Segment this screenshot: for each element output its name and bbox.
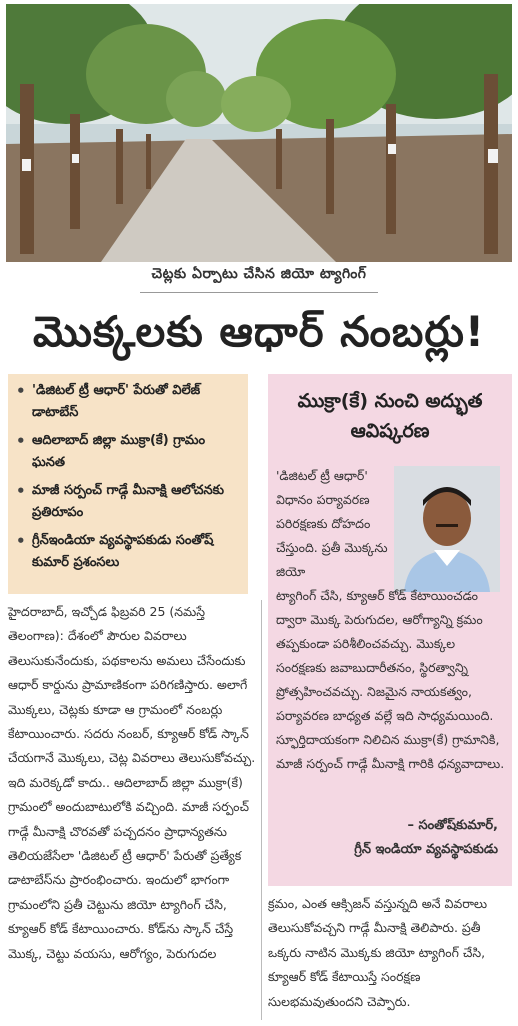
highlight-item: • 'డిజిటల్ ట్రీ ఆధార్' పేరుతో విలేజ్ డాటాబేస్ [16,382,201,420]
bullet-icon: • [16,382,26,400]
news-photo [6,4,512,262]
highlights-box [8,374,248,594]
article-body-right: క్రమం, ఎంత ఆక్సిజన్ వస్తున్నది అనే వివరాలు తెలుసుకోవచ్చని గాడ్గే మీనాక్షి తెలిపారు. ప్రతీ ఒక్కరు నాటిన మొక్కకు జియో ట్యాగింగ్ చేసి, క్యూఆర్ కోడ్ కేటాయిస్తే సంరక్షణ సులభమవుతుందని చెప్పారు. [268,896,488,1009]
highlight-item: • గ్రీన్‌ఇండియా వ్యవస్థాపకుడు సంతోష్ కుమార్ ప్రశంసలు [16,532,214,570]
sidebar-title: ముక్రా(కే) నుంచి అద్భుత ఆవిష్కరణ [297,390,483,442]
highlight-item: • మాజీ సర్పంచ్ గాడ్గే మీనాక్షి ఆలోచనకు ప్రతిరూపం [16,482,224,520]
column-divider [261,600,262,1020]
sidebar-text-top: 'డిజిటల్ ట్రీ ఆధార్' విధానం పర్యావరణ పరిరక్షణకు దోహదం చేస్తుంది. ప్రతీ మొక్కను జియో [276,468,388,579]
author-role: గ్రీన్ ఇండియా వ్యవస్థాపకుడు [354,842,498,857]
bullet-icon: • [16,432,26,450]
quote-sidebar [268,374,512,886]
portrait-photo [394,466,500,592]
tree-road-image [6,4,512,262]
author-name: – సంతోష్‌కుమార్, [407,818,498,833]
article-body-left: హైదరాబాద్, ఇచ్చోడ ఫిబ్రవరి 25 (నమస్తే తెలంగాణ): దేశంలో పౌరుల వివరాలు తెలుసుకునేందుకు, పథకాలను అమలు చేసేందుకు ఆధార్ కార్డును ప్రామాణికంగా పరిగణిస్తారు. అలాగే మొక్కలు, చెట్లకు కూడా ఆ గ్రామంలో నంబర్లు కేటాయించారు. సదరు నంబర్, క్యూఆర్ కోడ్ స్కాన్ చేయగానే మొక్కలు, చెట్ల వివరాలు తెలుసుకోవచ్చు. ఇది మరెక్కడో కాదు.. ఆదిలాబాద్ జిల్లా ముక్రా(కే) గ్రామంలో అందుబాటులోకి వచ్చింది. మాజీ సర్పంచ్ గాడ్గే మీనాక్షి చొరవతో పచ్చదనం ప్రాధాన్యతను తెలియజేసేలా 'డిజిటల్ ట్రీ ఆధార్' పేరుతో ప్రత్యేక డాటాబేస్‌ను ప్రారంభించారు. ఇందులో భాగంగా గ్రామంలోని ప్రతీ చెట్టును జియో ట్యాగింగ్ చేసి, క్యూఆర్ కోడ్ కేటాయించారు. కోడ్‌ను స్కాన్ చేస్తే మొక్క, చెట్టు వయసు, ఆరోగ్యం, పెరుగుదల [8,604,256,961]
sidebar-text-bottom: ట్యాగింగ్ చేసి, క్యూఆర్ కోడ్ కేటాయించడం ద్వారా మొక్క పెరుగుదల, ఆరోగ్యాన్ని క్రమం తప్పకుండా పరిశీలించవచ్చు. మొక్కల సంరక్షణకు జవాబుదారీతనం, స్థిరత్వాన్ని ప్రోత్సహించవచ్చు. నిజమైన నాయకత్వం, పర్యావరణ బాధ్యత వల్లే ఇది సాధ్యమయింది. స్ఫూర్తిదాయకంగా నిలిచిన ముక్రా(కే) గ్రామానికి, మాజీ సర్పంచ్ గాడ్గే మీనాక్షి గారికి ధన్యవాదాలు. [276,588,505,771]
headline: మొక్కలకు ఆధార్ నంబర్లు! [33,307,485,356]
caption-divider [140,292,378,293]
quote-attribution [354,814,498,862]
bullet-icon: • [16,532,26,550]
bullet-icon: • [16,482,26,500]
photo-caption: చెట్లకు ఏర్పాటు చేసిన జియో ట్యాగింగ్ [151,266,367,282]
person-portrait-image [394,466,500,592]
highlight-item: • ఆదిలాబాద్ జిల్లా ముక్రా(కే) గ్రామం ఘనత [16,432,206,470]
